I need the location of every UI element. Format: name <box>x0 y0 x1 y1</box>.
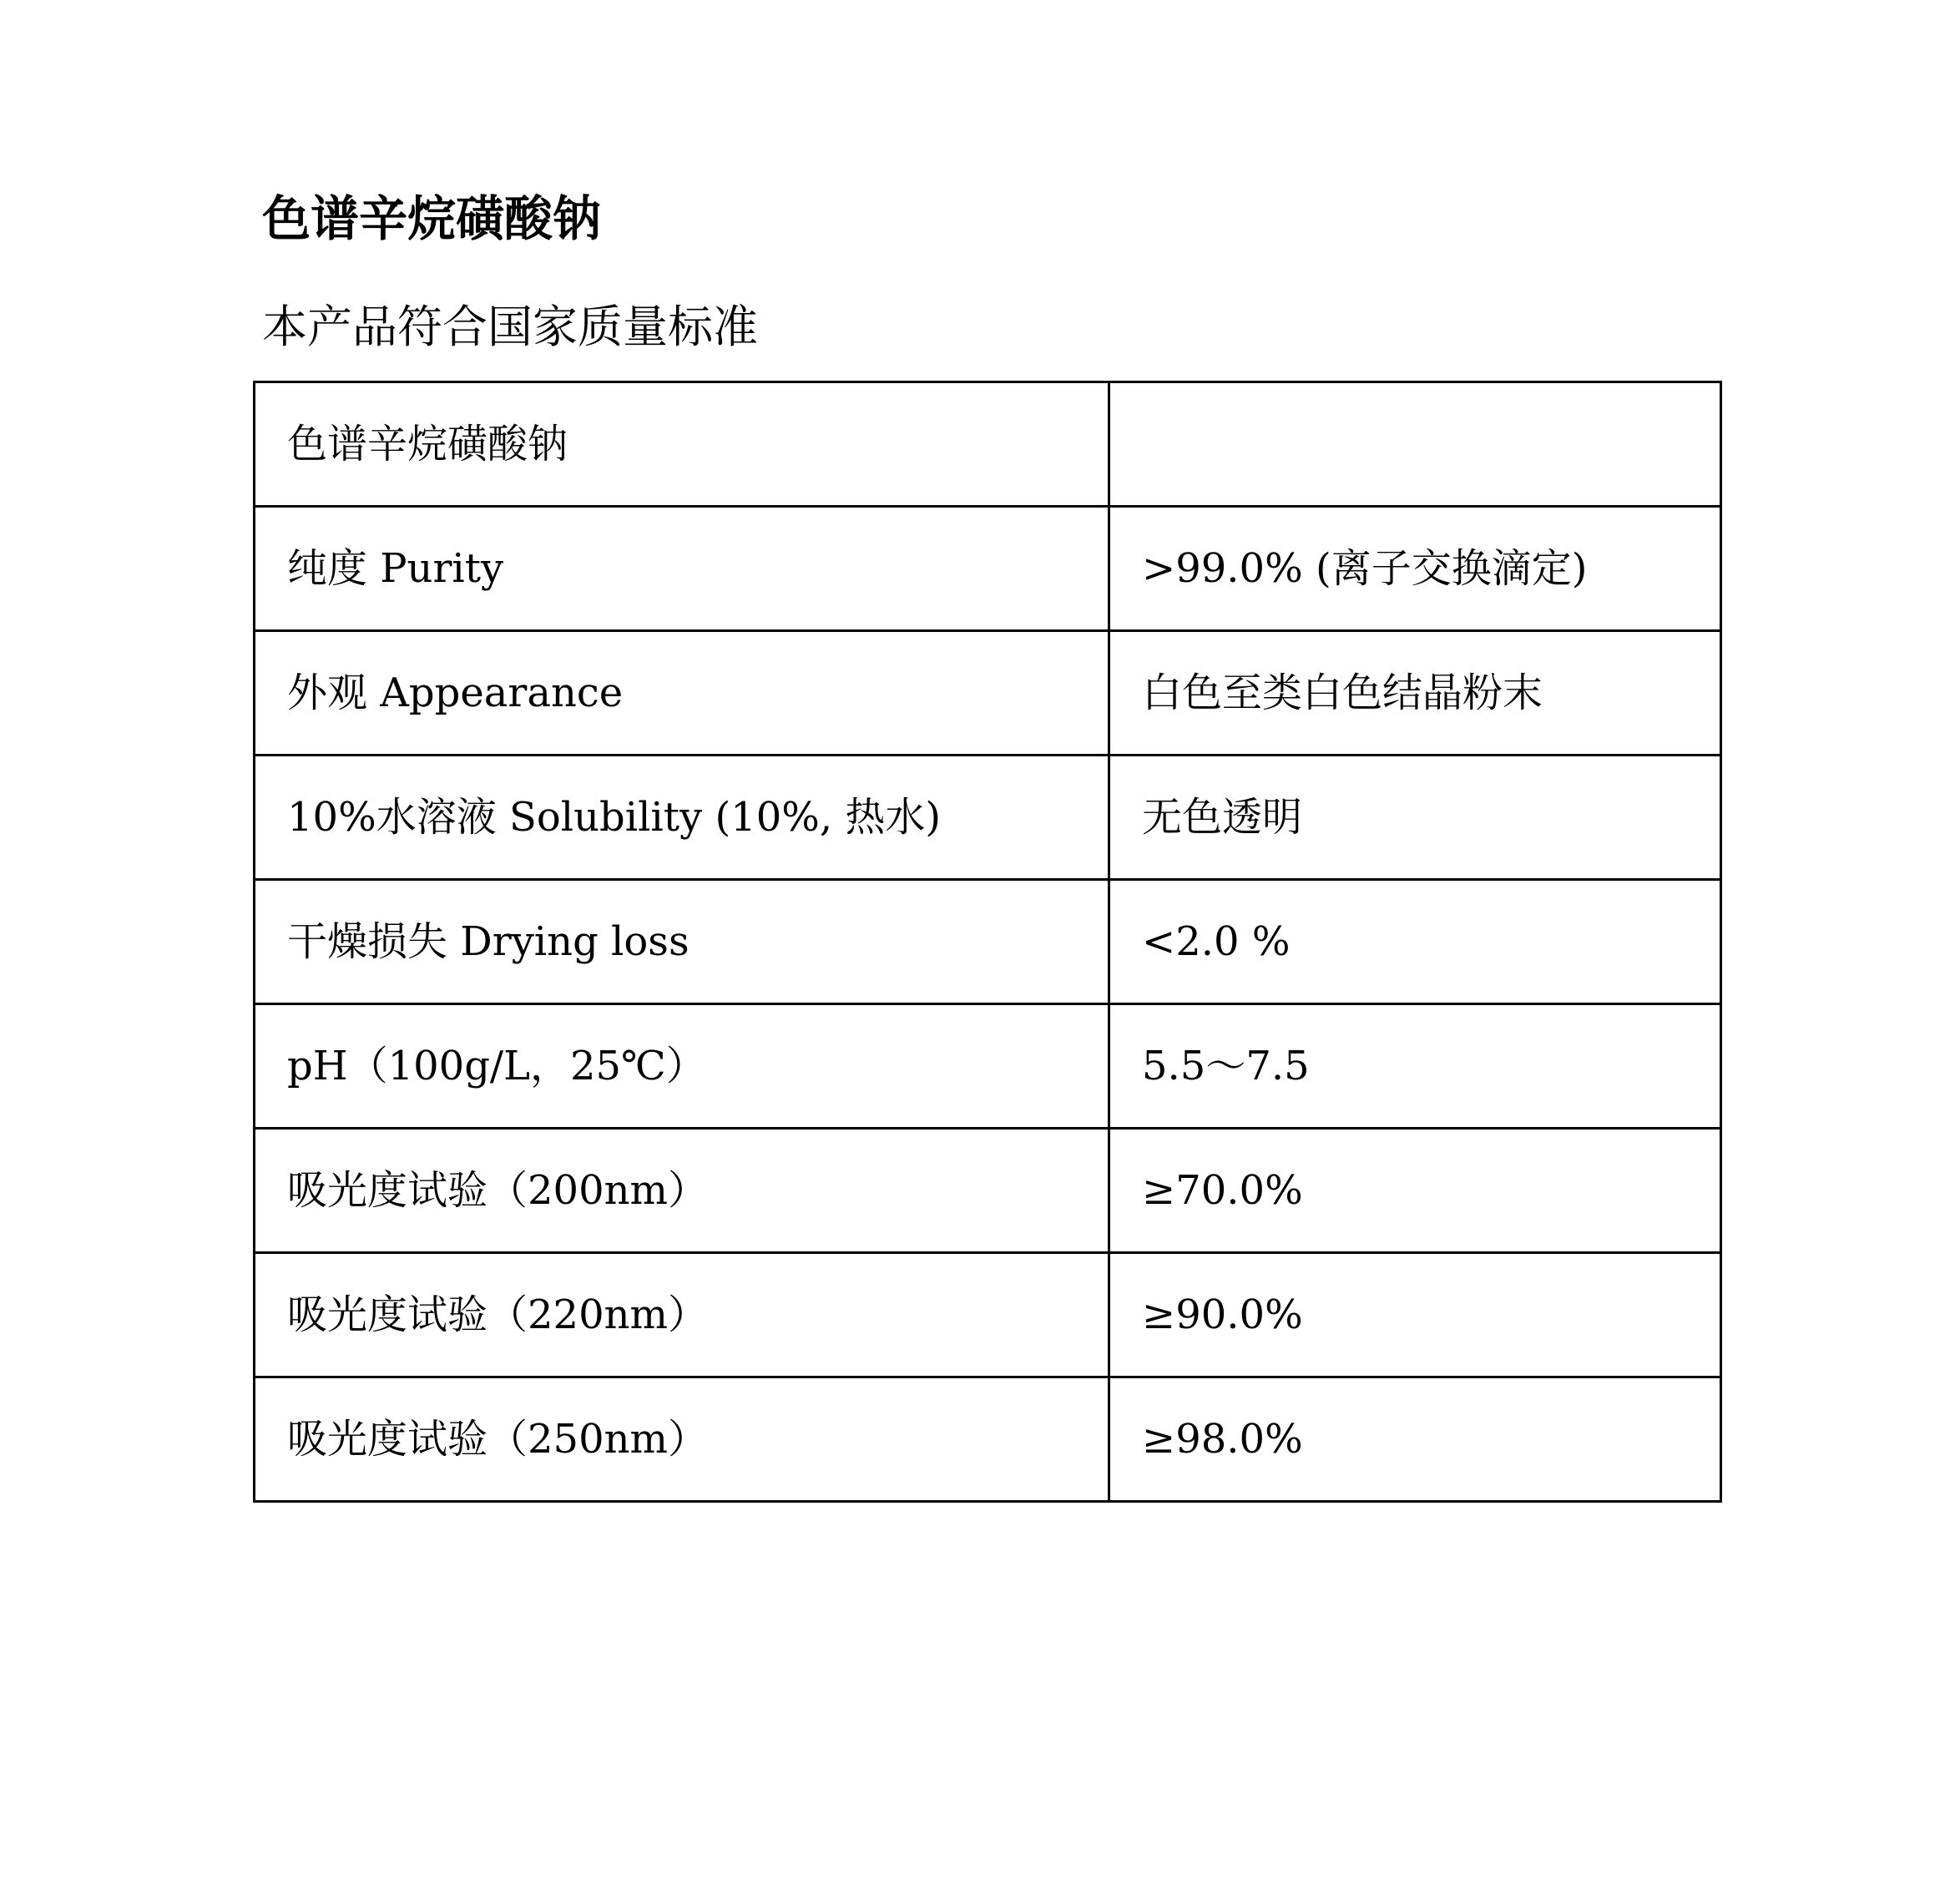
spec-label: 外观 Appearance <box>255 631 1109 756</box>
spec-value: ≥98.0% <box>1109 1377 1721 1502</box>
spec-value: ≥90.0% <box>1109 1253 1721 1377</box>
table-row <box>255 382 1721 507</box>
spec-label: 吸光度试验（200nm） <box>255 1129 1109 1253</box>
spec-value: <2.0 % <box>1109 880 1721 1004</box>
page-title: 色谱辛烷磺酸钠 <box>262 190 602 247</box>
spec-value: ≥70.0% <box>1109 1129 1721 1253</box>
specification-table <box>253 381 1722 1503</box>
table-row <box>255 756 1721 880</box>
spec-label: 色谱辛烷磺酸钠 <box>255 382 1109 507</box>
spec-value <box>1109 382 1721 507</box>
spec-value: 5.5～7.5 <box>1109 1004 1721 1129</box>
table-row <box>255 1377 1721 1502</box>
spec-label: pH（100g/L，25℃） <box>255 1004 1109 1129</box>
spec-label: 吸光度试验（220nm） <box>255 1253 1109 1377</box>
spec-value: 白色至类白色结晶粉末 <box>1109 631 1721 756</box>
table-row <box>255 1004 1721 1129</box>
table-row <box>255 507 1721 631</box>
spec-label: 吸光度试验（250nm） <box>255 1377 1109 1502</box>
table-row <box>255 1253 1721 1377</box>
spec-value: 无色透明 <box>1109 756 1721 880</box>
spec-value: >99.0% (离子交换滴定) <box>1109 507 1721 631</box>
spec-label: 纯度 Purity <box>255 507 1109 631</box>
spec-label: 10%水溶液 Solubility (10%, 热水) <box>255 756 1109 880</box>
page-subtitle: 本产品符合国家质量标准 <box>262 301 758 353</box>
table-row <box>255 1129 1721 1253</box>
table-row <box>255 631 1721 756</box>
spec-label: 干燥损失 Drying loss <box>255 880 1109 1004</box>
table-row <box>255 880 1721 1004</box>
